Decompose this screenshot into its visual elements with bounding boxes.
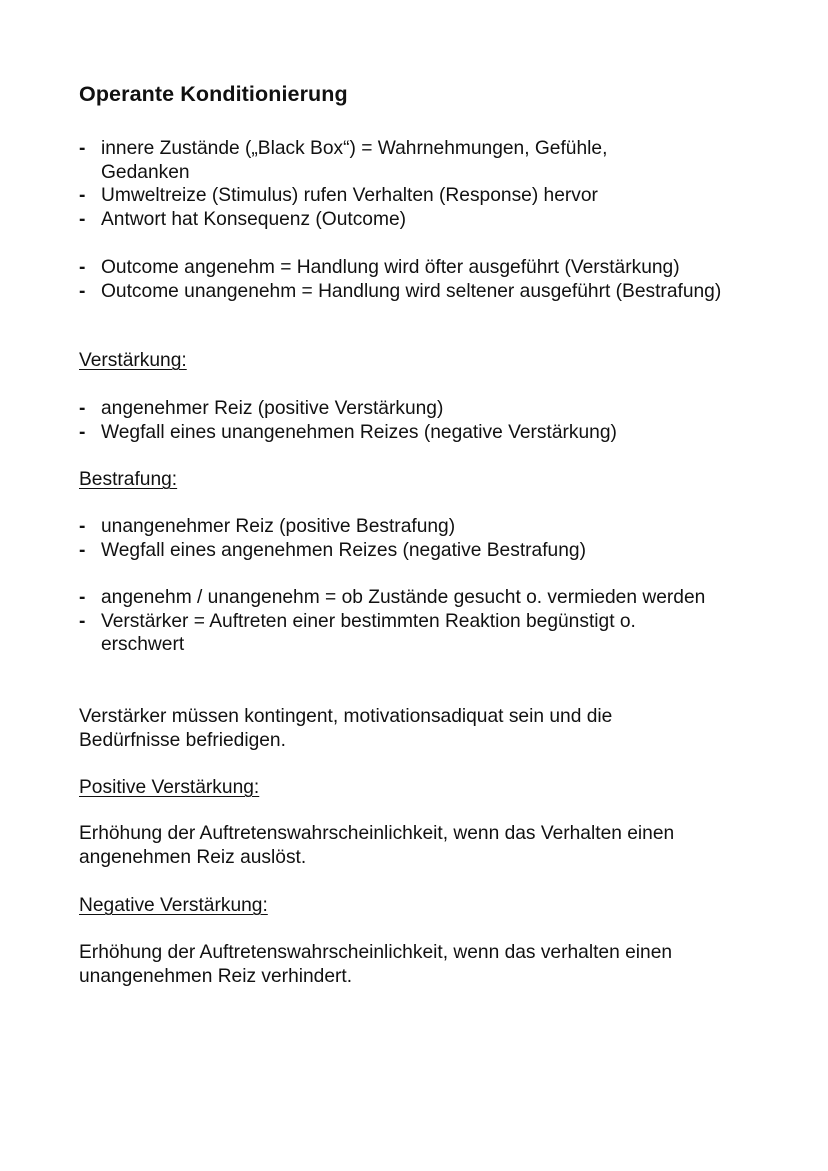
heading-bestrafung: Bestrafung:: [79, 469, 178, 490]
list-item: [79, 137, 679, 184]
list-item: [79, 280, 769, 304]
list-item-text: unangenehmer Reiz (positive Bestrafung): [101, 516, 456, 537]
bullet-dash: -: [79, 421, 86, 443]
bullet-dash: -: [79, 587, 86, 608]
bullet-dash: -: [79, 185, 86, 207]
list-item-text: Outcome angenehm = Handlung wird öfter ausgeführt (Verstärkung): [101, 257, 680, 278]
bullet-dash: -: [79, 398, 86, 419]
list-item: [79, 208, 679, 232]
outcome-list: [79, 256, 769, 303]
verstaerkung-list: [79, 397, 779, 444]
list-item: [79, 586, 709, 610]
list-item: [79, 184, 679, 208]
paragraph-positive-verstaerkung: Erhöhung der Auftretenswahrscheinlichkeit, wenn das Verhalten einen angenehmen Reiz auslöst.: [79, 823, 675, 868]
list-item-text: Wegfall eines angenehmen Reizes (negative Bestrafung): [101, 539, 586, 561]
list-item: [79, 421, 779, 445]
list-item: [79, 397, 779, 421]
heading-verstaerkung: Verstärkung:: [79, 350, 187, 371]
bullet-dash: -: [79, 610, 86, 632]
list-item: [79, 539, 779, 563]
list-item-text: angenehmer Reiz (positive Verstärkung): [101, 398, 444, 419]
list-item-text: Umweltreize (Stimulus) rufen Verhalten (Response) hervor: [101, 185, 598, 207]
page-title: Operante Konditionierung: [79, 82, 348, 106]
definitions-list: [79, 586, 709, 657]
list-item: [79, 256, 769, 280]
bullet-dash: -: [79, 516, 86, 537]
bestrafung-list: [79, 515, 779, 562]
bullet-dash: -: [79, 539, 86, 561]
intro-list: [79, 137, 679, 231]
bullet-dash: -: [79, 257, 86, 278]
list-item-text: innere Zustände („Black Box“) = Wahrnehmungen, Gefühle, Gedanken: [101, 138, 608, 183]
paragraph-verstaerker: Verstärker müssen kontingent, motivationsadiquat sein und die Bedürfnisse befriedigen.: [79, 706, 613, 751]
bullet-dash: -: [79, 280, 86, 302]
heading-positive-verstaerkung: Positive Verstärkung:: [79, 777, 260, 798]
list-item-text: Wegfall eines unangenehmen Reizes (negative Verstärkung): [101, 421, 617, 443]
list-item-text: Antwort hat Konsequenz (Outcome): [101, 208, 407, 230]
heading-negative-verstaerkung: Negative Verstärkung:: [79, 895, 268, 916]
bullet-dash: -: [79, 208, 86, 230]
bullet-dash: -: [79, 138, 86, 159]
list-item-text: angenehm / unangenehm = ob Zustände gesucht o. vermieden werden: [101, 587, 706, 608]
list-item: [79, 610, 709, 657]
list-item-text: Verstärker = Auftreten einer bestimmten Reaktion begünstigt o. erschwert: [101, 610, 636, 656]
paragraph-negative-verstaerkung: Erhöhung der Auftretenswahrscheinlichkeit, wenn das verhalten einen unangenehmen Reiz verhindert.: [79, 942, 673, 987]
list-item: [79, 515, 779, 539]
list-item-text: Outcome unangenehm = Handlung wird seltener ausgeführt (Bestrafung): [101, 280, 722, 302]
